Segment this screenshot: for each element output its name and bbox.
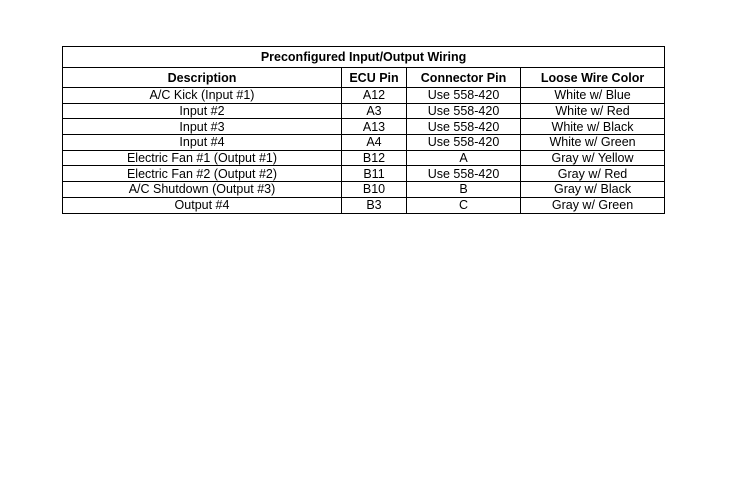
table-title-row xyxy=(63,47,665,68)
table-row xyxy=(63,182,665,198)
cell-wire-color: Gray w/ Red xyxy=(521,166,665,182)
cell-wire-color: White w/ Blue xyxy=(521,88,665,104)
cell-wire-color: Gray w/ Black xyxy=(521,182,665,198)
cell-connector-pin: Use 558-420 xyxy=(407,103,521,119)
cell-description: A/C Shutdown (Output #3) xyxy=(63,182,342,198)
header-connector-pin: Connector Pin xyxy=(407,68,521,88)
cell-connector-pin: C xyxy=(407,197,521,213)
cell-ecu-pin: B10 xyxy=(342,182,407,198)
cell-ecu-pin: B11 xyxy=(342,166,407,182)
cell-connector-pin: Use 558-420 xyxy=(407,119,521,135)
cell-wire-color: Gray w/ Green xyxy=(521,197,665,213)
table-row xyxy=(63,135,665,151)
cell-wire-color: Gray w/ Yellow xyxy=(521,150,665,166)
header-ecu-pin: ECU Pin xyxy=(342,68,407,88)
cell-connector-pin: Use 558-420 xyxy=(407,166,521,182)
table-title: Preconfigured Input/Output Wiring xyxy=(63,47,665,68)
cell-description: Output #4 xyxy=(63,197,342,213)
table-row xyxy=(63,197,665,213)
table-row xyxy=(63,88,665,104)
table-row xyxy=(63,103,665,119)
cell-connector-pin: A xyxy=(407,150,521,166)
cell-ecu-pin: A4 xyxy=(342,135,407,151)
cell-description: Input #2 xyxy=(63,103,342,119)
table-row xyxy=(63,166,665,182)
cell-description: Input #4 xyxy=(63,135,342,151)
cell-ecu-pin: A13 xyxy=(342,119,407,135)
table-row xyxy=(63,150,665,166)
cell-ecu-pin: B3 xyxy=(342,197,407,213)
cell-ecu-pin: B12 xyxy=(342,150,407,166)
cell-wire-color: White w/ Red xyxy=(521,103,665,119)
header-description: Description xyxy=(63,68,342,88)
wiring-table xyxy=(62,46,665,214)
cell-connector-pin: Use 558-420 xyxy=(407,88,521,104)
cell-ecu-pin: A12 xyxy=(342,88,407,104)
header-loose-wire-color: Loose Wire Color xyxy=(521,68,665,88)
cell-ecu-pin: A3 xyxy=(342,103,407,119)
cell-description: A/C Kick (Input #1) xyxy=(63,88,342,104)
cell-wire-color: White w/ Green xyxy=(521,135,665,151)
cell-description: Electric Fan #1 (Output #1) xyxy=(63,150,342,166)
cell-wire-color: White w/ Black xyxy=(521,119,665,135)
cell-description: Electric Fan #2 (Output #2) xyxy=(63,166,342,182)
cell-connector-pin: Use 558-420 xyxy=(407,135,521,151)
cell-connector-pin: B xyxy=(407,182,521,198)
table-row xyxy=(63,119,665,135)
cell-description: Input #3 xyxy=(63,119,342,135)
table-header-row xyxy=(63,68,665,88)
